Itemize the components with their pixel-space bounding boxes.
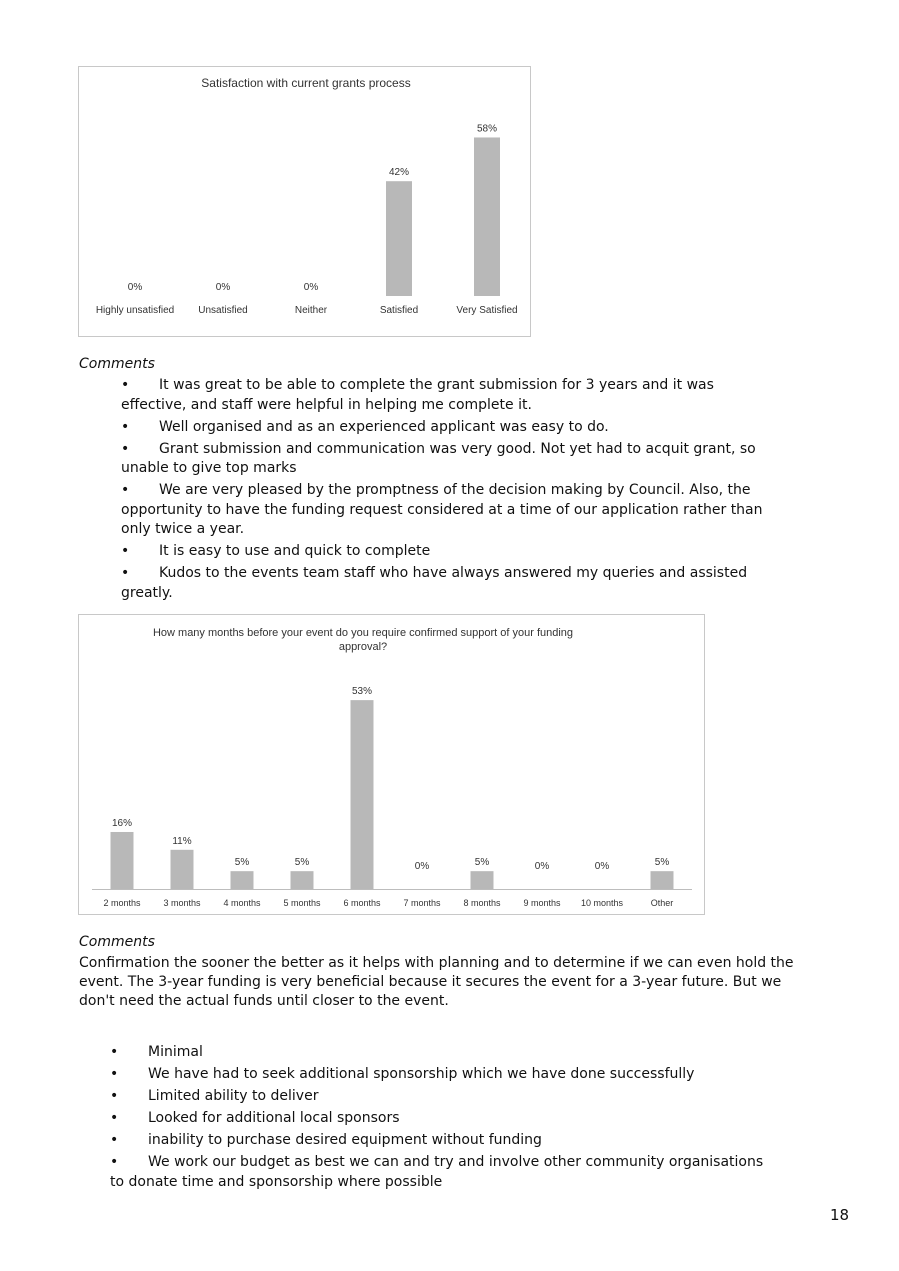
months-bar xyxy=(651,871,674,889)
months-chart xyxy=(78,614,705,915)
bullet-icon: • xyxy=(121,565,130,581)
bullet-icon: • xyxy=(121,543,130,559)
satisfaction-bar xyxy=(474,137,500,296)
months-bar xyxy=(231,871,254,889)
bullet-icon: • xyxy=(110,1066,119,1082)
months-category-label: 3 months xyxy=(163,898,201,908)
months-category-label: 4 months xyxy=(223,898,261,908)
months-category-label: 5 months xyxy=(283,898,321,908)
months-data-label: 0% xyxy=(594,861,610,872)
months-data-label: 0% xyxy=(534,861,550,872)
satisfaction-chart xyxy=(78,66,531,337)
page-number: 18 xyxy=(830,1206,850,1224)
months-category-label: 2 months xyxy=(103,898,141,908)
comment-item xyxy=(121,564,841,603)
comment-text: Well organised and as an experienced applicant was easy to do. xyxy=(159,418,609,435)
months-bar xyxy=(291,871,314,889)
satisfaction-data-label: 42% xyxy=(388,167,410,179)
satisfaction-category-label: Neither xyxy=(294,305,328,316)
impact-item xyxy=(110,1153,830,1192)
satisfaction-category-label: Satisfied xyxy=(379,305,419,316)
impact-text: Looked for additional local sponsors xyxy=(148,1110,400,1126)
comment-text: It was great to be able to complete the grant submission for 3 years and it was xyxy=(159,377,714,393)
satisfaction-category-label: Unsatisfied xyxy=(198,305,248,316)
comments-label-2: Comments xyxy=(79,934,155,950)
months-data-label: 5% xyxy=(234,857,250,869)
months-data-label: 0% xyxy=(414,861,430,872)
satisfaction-category-label: Highly unsatisfied xyxy=(95,305,175,316)
comment-text: Grant submission and communication was very good. Not yet had to acquit grant, so xyxy=(159,440,756,457)
satisfaction-bar xyxy=(386,181,412,296)
comments-label-1: Comments xyxy=(79,356,155,372)
paragraph-line: event. The 3-year funding is very beneficial because it secures the event for a 3-year future. But we xyxy=(79,974,782,990)
comments-list-1 xyxy=(121,376,841,606)
chart-title: How many months before your event do you require confirmed support of your funding xyxy=(152,627,574,639)
comment-item xyxy=(121,376,841,415)
satisfaction-data-label: 58% xyxy=(476,123,498,135)
bullet-icon: • xyxy=(121,418,130,435)
comments-paragraph-2 xyxy=(79,954,839,1011)
satisfaction-data-label: 0% xyxy=(303,282,319,293)
impact-text: We work our budget as best we can and try and involve other community organisations xyxy=(148,1154,764,1170)
impact-item xyxy=(110,1109,830,1129)
months-category-label: 7 months xyxy=(403,898,441,908)
comment-item xyxy=(121,440,841,479)
months-category-label: 6 months xyxy=(343,898,381,908)
bullet-icon: • xyxy=(110,1044,119,1060)
comment-text-continued: effective, and staff were helpful in helping me complete it. xyxy=(121,396,532,413)
comment-text: It is easy to use and quick to complete xyxy=(159,543,431,559)
chart-title: Satisfaction with current grants process xyxy=(201,76,411,90)
comment-text-continued: greatly. xyxy=(121,584,173,601)
comment-text-continued: unable to give top marks xyxy=(121,460,297,476)
bullet-icon: • xyxy=(121,440,130,457)
months-category-label: 9 months xyxy=(523,898,561,908)
months-bar xyxy=(111,832,134,889)
satisfaction-data-label: 0% xyxy=(127,282,143,293)
impact-text: inability to purchase desired equipment without funding xyxy=(148,1132,542,1148)
months-category-label: 10 months xyxy=(580,898,624,908)
impact-item xyxy=(110,1043,830,1063)
comments-list-2 xyxy=(110,1043,830,1195)
months-data-label: 5% xyxy=(294,857,310,869)
satisfaction-chart-svg xyxy=(79,67,530,336)
months-data-label: 11% xyxy=(172,835,192,847)
comment-item xyxy=(121,542,841,562)
bullet-icon: • xyxy=(121,482,130,498)
months-data-label: 5% xyxy=(654,857,670,869)
bullet-icon: • xyxy=(110,1110,119,1126)
months-category-label: Other xyxy=(650,898,674,908)
months-data-label: 16% xyxy=(111,817,133,829)
impact-text: Minimal xyxy=(148,1044,203,1060)
months-bar xyxy=(171,850,194,889)
impact-item xyxy=(110,1087,830,1107)
comment-text-continued: opportunity to have the funding request considered at a time of our application rather than xyxy=(121,501,763,518)
comment-text-continued: only twice a year. xyxy=(121,521,245,537)
paragraph-line: Confirmation the sooner the better as it helps with planning and to determine if we can even hold the xyxy=(79,955,794,971)
bullet-icon: • xyxy=(110,1088,119,1104)
satisfaction-data-label: 0% xyxy=(215,282,231,293)
bullet-icon: • xyxy=(121,377,130,393)
months-data-label: 53% xyxy=(351,686,373,698)
comment-item xyxy=(121,481,841,540)
months-bar xyxy=(351,700,374,889)
impact-item xyxy=(110,1065,830,1085)
months-category-label: 8 months xyxy=(463,898,501,908)
bullet-icon: • xyxy=(110,1154,119,1170)
impact-text: Limited ability to deliver xyxy=(148,1088,319,1104)
impact-item xyxy=(110,1131,830,1151)
months-bar xyxy=(471,871,494,889)
bullet-icon: • xyxy=(110,1132,119,1148)
chart-title: approval? xyxy=(338,641,388,653)
paragraph-line: don't need the actual funds until closer to the event. xyxy=(79,993,449,1009)
impact-text-continued: to donate time and sponsorship where possible xyxy=(110,1173,443,1190)
comment-item xyxy=(121,418,841,438)
months-chart-svg xyxy=(79,615,704,914)
satisfaction-category-label: Very Satisfied xyxy=(456,305,518,316)
impact-text: We have had to seek additional sponsorship which we have done successfully xyxy=(148,1066,695,1082)
comment-text: We are very pleased by the promptness of the decision making by Council. Also, the xyxy=(159,482,751,498)
comment-text: Kudos to the events team staff who have always answered my queries and assisted xyxy=(159,565,748,581)
months-data-label: 5% xyxy=(474,857,490,869)
